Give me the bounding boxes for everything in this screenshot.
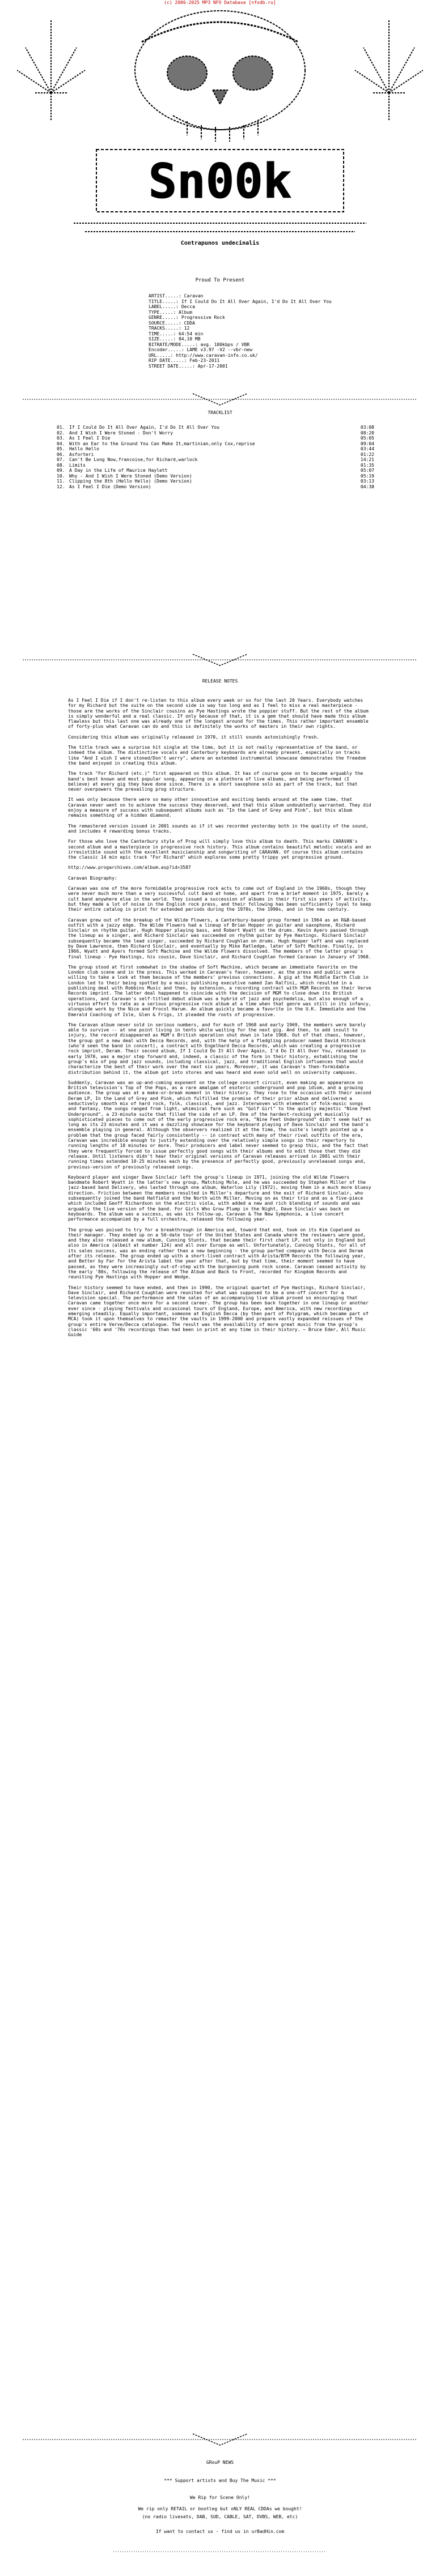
release-info-value: Feb-23-2011 [189,358,220,363]
track-time: 08:20 [360,430,374,436]
release-info-label: TRACKS [149,326,165,331]
track-row [57,425,374,430]
track-row [57,441,374,447]
release-notes-paragraph: For those who love the Canterbury style of Prog will simply love this album to death. This marks CARAVAN's second album and a masterpiece in progressive rock history. This album contains beautiful melodic vocals and an irresistible sound with the excellent musicianship and songwriting of CARAVAN. Of course this album contains the classic 14 min epic track "For Richard" which explores some pretty trippy yet progressive ground. [68,839,374,860]
divider-ornament [23,391,417,408]
track-row [57,479,374,484]
release-info-label: TYPE [149,309,160,315]
track-title: As I Feel I Die [69,436,111,441]
release-notes-paragraph: It was only because there were so many other innovative and exciting bands around at the same time, that Caravan never went on to achieve the success they deserved, and that this album undoubtedly warranted. They did enjoy a measure of success with subsequent albums such as "In the Land of Grey and Pink", but this album remains something of a hidden diamond. [68,797,374,818]
track-time: 01:22 [360,451,374,457]
release-info-separator: .....: [159,331,179,336]
release-notes-paragraph: Suddenly, Caravan was an up-and-coming exponent on the college concert circuit, even making an appearance on British television's Top of the Pops, as a rare amalgam of esoteric underground and pop idiom, and a growing audience. The group was at a make-or-break moment in their history. They rose to the occasion with their second Deram LP, In the Land of Grey and Pink, which fulfilled the promise of their prior album and delivered a seductively smooth mix of hard rock, folk, classical, and jazz. Interwoven with elements of folk-music songs and fantasy, the songs ranged from light, whimsical fare such as "Golf Girl" to the quietly majestic "Nine Feet Underground", a 23-minute suite that filled the side of an LP. One of the hardest-rocking yet musically sophisticated pieces to come out of the early progressive rock era, "Nine Feet Underground" didn't seem half as long as its 23 minutes and it was a dazzling showcase for the keyboard playing of Dave Sinclair and the band's ensemble playing in general. Although the observers realized it at the time, the suite's length pointed up a problem that the group faced fairly consistently -- in contrast with many of their rival outfits of the era, Caravan was incredible enough to justify extending over the relatively simple songs in their repertory to running lengths of 18 minutes or more. Their producers and label never seemed to grasp this, and the fact that they were frequently forced to issue perfectly good songs with their albums and to edit those that they did release. Until listeners didn't hear their original versions of Caravan releases arrived in 2001 with their running times extended 10-25 minutes each by the presence of perfectly good, previously unreleased songs and, previous-version of previously released songs. [68,1080,374,1170]
track-title: Hello Hello [69,446,99,451]
release-notes-paragraph: http://www.progarchives.com/album.asp?id=3587 [68,865,191,871]
release-info-separator: .....: [159,336,179,342]
track-time: 09:04 [360,441,374,446]
track-title: If I Could Do It All Over Again, I'd Do It All Over You [69,425,219,430]
release-notes-paragraph: The track "For Richard (etc.)" first appeared on this album. It has of course gone on to become arguably the band's best known and most popular song, appearing on a plethora of live albums, and being performed (I believe) at every gig they have done since. There is a short saxophone solo as part of the track, but that never overpowers the prevailing prog structure. [68,771,366,792]
release-info-value: Album [178,309,193,315]
no-radio-line: (no radio livesets, DAB, SUD, CABLE, SAT, DVBS, WEB, etc) [142,2514,298,2519]
release-notes-paragraph: Caravan Biography: [68,875,117,881]
release-info-label: TIME [149,331,160,336]
release-info-label: STREET DATE [149,363,179,369]
release-notes-paragraph: Their history seemed to have ended, and then in 1990, the original quartet of Pye Hastings, Richard Sinclair, Dave Sinclair, and Richard Coughlan were reunited for what was supposed to be a one-off concert for a television special. The performance and the sales of an accompanying live album proved so encouraging that Caravan came together once more for a second career. The group has been back together in one lineup or another ever since - playing festivals and occasional tours of England, Europe, and America, with new recordings emerging steadily. Equally important, someone at English Decca (by then part of Polygram, which became part of MCA) took it upon themselves to remaster the vaults in 1999-2000 and prepare vastly expanded reissues of the group's entire Verve/Decca catalogue. The result was the availability of more great music from the group's classic '60s and '70s recordings than had been in print at any time in their history. ~ Bruce Eder, All Music Guide [68,1285,371,1338]
release-info-value: 84,10 MB [178,336,201,342]
logo-underline-art [74,223,366,232]
release-notes-paragraph: The title track was a surprise hit single at the time, but it is not really representative of the band, or indeed the album. The distinctive vocals and Canterbury keyboards are already present, especially on tracks like "And I wish I were stoned/Don't worry", where an extended instrumental showcase demonstrates the freedom the band enjoyed in creating this album. [68,745,369,766]
release-info-row [149,299,432,305]
release-info-value: 64:54 min [178,331,204,336]
intro-text: Proud To Present [195,278,245,283]
tracklist [57,425,374,489]
release-info-value: http://www.caravan-info.co.uk/ [176,352,258,358]
track-row [57,474,374,479]
track-row [57,430,374,436]
release-info-row [149,347,432,353]
track-title: A Day in the Life of Maurice Haylett [69,468,168,473]
track-title: Can't Be Long Now,francoise,for Richard,warlock [69,457,198,462]
release-info-value: Decca [181,304,195,309]
release-info-separator: .....: [164,293,184,298]
release-info-value: If I Could Do It All Over Again, I'd Do It All Over You [181,298,332,304]
track-num: 09. [57,468,65,473]
release-info-row [149,353,432,359]
track-time: 03:08 [360,425,374,430]
release-info-label: LABEL [149,304,163,309]
track-num: 02. [57,430,65,436]
release-info-separator: .....: [156,352,176,358]
copyright-header: (c) 2006-2025 MP3 NFO Database [nfodb.ru] [164,0,276,5]
track-num: 05. [57,446,65,451]
track-title: Why - And I Wish I Were Stoned (Demo Version) [69,473,192,479]
release-info-value: avg. 180kbps / VBR [200,342,250,347]
logo-text: Sn00k [148,153,292,209]
logo-tagline: Contrapunos undecinalis [180,240,260,246]
track-row [57,446,374,452]
track-time: 05:19 [360,473,374,479]
release-info-row [149,342,432,348]
release-info-separator: .....: [162,298,181,304]
release-info-value: Caravan [184,293,204,298]
release-notes-paragraph: Caravan grew out of the breakup of the Wilde Flowers, a Canterbury-based group formed in 1964 as an R&B-based outfit with a jazzy edge. The Wilde Flowers had a lineup of Brian Hopper on guitar and saxophone, Richard Sinclair on rhythm guitar, Hugh Hopper playing bass, and Robert Wyatt on the drums. Kevin Ayers passed through the lineup as a singer, and Richard Sinclair was succeeded on rhythm guitar by Pye Hastings. Richard Sinclair subsequently became the lead singer, succeeded by Richard Coughlan on drums. Hugh Hopper left and was replaced by Dave Lawrence, then Richard Sinclair, and eventually by Mike Ratledge, later of Soft Machine. Finally, in 1966, Wyatt and Ayers formed Soft Machine and the Wilde Flowers dissolved. The members of the latter group's final lineup - Pye Hastings, his cousin, Dave Sinclair, and Richard Coughlan formed Caravan in January of 1968. [68,917,371,959]
release-info-separator: .....: [162,315,181,320]
release-info-row [149,358,432,364]
group-news-heading: GRouP NEWS [206,2460,234,2465]
release-info-label: ARTIST [149,293,165,298]
release-info-row [149,336,432,342]
release-info-row [149,310,432,315]
track-title: Asforteri [69,451,94,457]
release-notes-paragraph: The group stood at first somewhat in the shadow of Soft Machine, which became an immediate favorite on the London club scene and in the press. This worked in Caravan's favor, however, as the press and public were willing to take a look at them because of the members' previous connections. A gig at the Middle Earth Club in London led to their being spotted by a music publishing executive named Ian Ralfini, which resulted in a publishing deal with Robbins Music and then, by extension, a recording contract with MGM Records on their Verve Records imprint. The latter deal happened to coincide with the decision of MGM to close down its British operations, and Caravan's self-titled debut album was a hybrid of jazz and psychedelia, but also enough of a virtuoso effort to rate as a serious progressive rock album at a time when that genre was still in its infancy, alongside work by the Nice and Procol Harum. An album quickly became a favorite in the U.K. Immediate and the Emerald Coaching of Isle, Glen & Frigs, it pleaded the roots of progressive. [68,964,374,1017]
track-row [57,457,374,463]
release-info-separator: .....: [162,304,181,309]
track-title: As I Feel I Die (Demo Version) [69,484,151,489]
track-time: 03:44 [360,446,374,451]
release-info-value: Progressive Rock [181,315,225,320]
release-notes-heading: RELEASE NOTES [202,679,238,684]
release-notes-paragraph: The Caravan album never sold in serious numbers, and for much of 1968 and early 1969, the members were barely able to survive -- at one point living in tents while waiting for the next gig. And then, to add insult to injury, the record disappeared as MGM's British operation shut down in late 1968. Out of that chaos, however, the group got a new deal with Decca Records, and, with the help of a fledgling producer named David Hitchcock (who'd seen the band in concert), a contract with Engelhard Decca Records, which was creating a progressive rock imprint, Deram. Their second album, If I Could Do It All Over Again, I'd Do It All Over You, released in early 1970, was a major step forward and, indeed, a classic of the form in their history, establishing the group's mix of pop and jazz sounds, including classical, jazz, and traditional English influences that would characterize the best of their work over the next six years. Moreover, it was Caravan's then-formidable distribution behind it, the album got into stores and was heard and even sold well on university campuses. [68,1022,369,1075]
release-info-label: Encoder [149,347,168,352]
release-info-separator: .....: [164,320,184,326]
release-info-value: Apr-17-2001 [197,363,228,369]
track-title: Clipping the 8th (Hello Hello) (Demo Version) [69,479,192,484]
track-num: 12. [57,484,65,489]
track-num: 04. [57,441,65,446]
track-time: 05:07 [360,468,374,473]
release-info-separator: .....: [181,342,201,347]
release-info-separator: .....: [167,347,187,352]
track-num: 07. [57,457,65,462]
release-info-label: SOURCE [149,320,165,326]
release-info-label: URL [149,352,157,358]
track-num: 08. [57,462,65,468]
release-info-row [149,293,432,299]
release-notes-paragraph: The group was poised to try for a breakthrough in America and, toward that end, took on its Kim Copeland as their manager. They ended up on a 50-date tour of the United States and Canada where the reviewers were good, and they also released a new album, Cunning Stunts, that became their first chart LP, not only in England but also in America (albeit at number 124) and all over Europe as well. Unfortunately, Cunning Stunts, for all of its sales success, was an ending rather than a new beginning - the group parted company with Decca and Deram after its release. The group ended up with a short-lived contract with Arista/BTM Records the following year, and Better by Far for the Arista label the year after that, but by that time, their moment seemed to have passed, as they were increasingly out-of-step with the burgeoning punk rock scene. Caravan ceased activity by the early '80s, following the release of The Album and Back to Front, recorded for Kingdom Records and reuniting Pye Hastings with Hopper and Wedge. [68,1227,369,1280]
track-row [57,463,374,468]
release-info-label: SIZE [149,336,160,342]
release-notes-paragraph: Keyboard player and singer Dave Sinclair left the group's lineup in 1971, joining the old Wilde Flowers bandmate Robert Wyatt in the latter's new group, Matching Mole, and he was succeeded by Stephen Miller of the jazz-based band Delivery, who lasted through one album, Waterloo Lily (1972), moving them in a much more bluesy direction. Friction between the members resulted in Miller's departure and the exit of Richard Sinclair, who subsequently joined the band Hatfield and the North with Miller. Moving on as their trio and as a five-piece which included Geoff Richardson on the electric viola, with added a new and rich blending of sounds and was arguably the live version of the band. For Girls Who Grow Plump in the Night, Dave Sinclair was back on keyboards. The album was a success, as was its follow-up, Caravan & The New Symphonia, a live concert performance accompanied by a full orchestra, released the following year. [68,1174,374,1222]
track-row [57,436,374,441]
release-info-row [149,315,432,321]
release-notes-paragraph: Caravan was one of the more formidable progressive rock acts to come out of England in the 1960s, though they were never much more than a very successful cult band at home, and apart from a brief moment in 1975, barely a cult band anywhere else in the world. They issued a succession of albums in their first six years of activity, but they made a lot of noise in the English rock press, and their following has been sufficiently loyal to keep their entire catalog in print for extended periods during the 1970s, the 1990s, and in the new century. [68,886,374,912]
release-info-separator: .....: [164,326,184,331]
release-info-row [149,364,432,369]
release-info-row [149,326,432,331]
release-info-label: TITLE [149,298,163,304]
release-notes [68,698,372,1342]
contact-line: If want to contact us - find us in urBadHin.com [155,2529,285,2534]
track-num: 11. [57,479,65,484]
support-line: *** Support artists and Buy The Music *** [164,2478,276,2483]
release-notes-paragraph: Considering this album was originally released in 1970, it still sounds astonishingly fresh. [68,734,320,740]
release-info-label: BITRATE/MODE [149,342,181,347]
track-num: 01. [57,425,65,430]
track-row [57,452,374,458]
skull-icon [135,11,305,142]
retail-line: We rip only RETAIL or bootleg but oNLY REAL CDDAs we bought! [138,2506,302,2511]
release-info-row [149,331,432,337]
release-info-separator: .....: [170,358,190,363]
track-time: 01:35 [360,462,374,468]
track-num: 06. [57,451,65,457]
release-notes-paragraph: As I Feel I Die if I don't re-listen to this album every week or so for the last 20 Years. Everybody watches for my Richard but the suite on the second side is way too long and as I feel to miss a real masterpiece - those are the works of the Sinclair cousins as Pye Hastings wrote the poppier stuff. But the rest of the album is simply wonderful and a real classic. If only because of that, it is a gem that should have made this album flawless but this last one was already one of the longest around for the times. This rather important ensemble of forty-plus what Caravan can do and this is definitely the works of masters in their own rights. [68,698,371,730]
track-title: And I Wish I Were Stoned - Don't Worry [69,430,174,436]
track-row [57,468,374,474]
release-info-label: GENRE [149,315,163,320]
track-time: 03:13 [360,479,374,484]
track-time: 05:05 [360,436,374,441]
skull-logo-art [17,8,423,257]
track-num: 03. [57,436,65,441]
track-title: Limits [69,462,86,468]
track-time: 14:21 [360,457,374,462]
tracklist-heading: TRACKLIST [208,410,232,415]
release-info-row [149,321,432,326]
release-info-value: LAME v3.97 -V2 --vbr-new [187,347,253,352]
release-notes-paragraph: The remastered version issued in 2001 sounds as if it was recorded yesterday both in the quality of the sound, and includes 4 rewarding bonus tracks. [68,823,371,834]
release-info-separator: .....: [178,363,198,369]
release-info-row [149,304,432,310]
divider-ornament [23,2431,417,2448]
ripping-for-line: We Rip for Scene Only! [190,2495,250,2500]
release-info-label: RIP DATE [149,358,171,363]
track-row [57,484,374,490]
track-time: 04:38 [360,484,374,489]
bottom-dots [113,2549,327,2554]
cannabis-leaf-left-icon [17,19,85,121]
release-info-value: CDDA [184,320,195,326]
track-num: 10. [57,473,65,479]
release-info [149,293,432,369]
divider-ornament [23,651,417,668]
cannabis-leaf-right-icon [355,19,423,121]
track-title: With an Ear to the Ground You Can Make It,martinian,only Cox,reprise [69,441,255,446]
release-info-value: 12 [184,326,190,331]
release-info-separator: .....: [159,309,179,315]
